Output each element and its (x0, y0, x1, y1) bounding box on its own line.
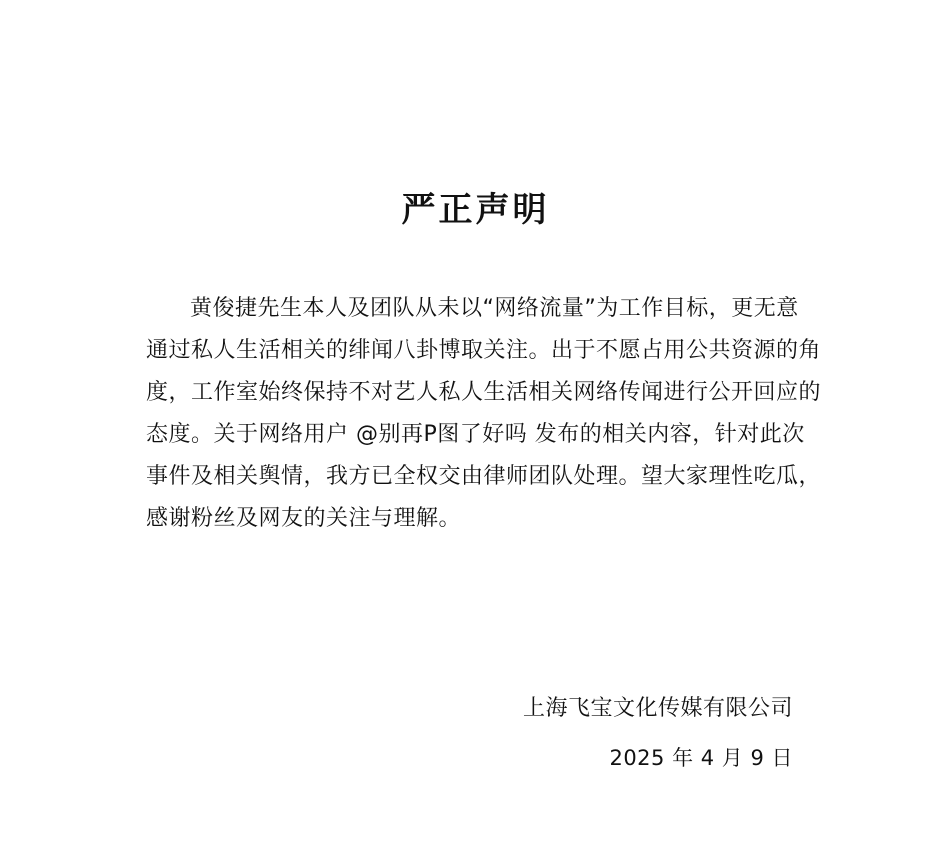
statement-body (146, 288, 826, 540)
body-line-4: 态度。关于网络用户 @别再P图了好吗 发布的相关内容，针对此次 (146, 422, 805, 447)
page-title: 严正声明 (401, 190, 550, 230)
body-line-5: 事件及相关舆情，我方已全权交由律师团队处理。望大家理性吃瓜， (146, 464, 822, 489)
signature-company: 上海飞宝文化传媒有限公司 (522, 696, 793, 721)
statement-paragraph (146, 288, 826, 540)
body-line-1: 黄俊捷先生本人及团队从未以“网络流量”为工作目标，更无意 (190, 296, 799, 321)
body-line-6: 感谢粉丝及网友的关注与理解。 (146, 506, 462, 531)
body-line-3: 度，工作室始终保持不对艺人私人生活相关网络传闻进行公开回应的 (146, 380, 822, 405)
body-line-2: 通过私人生活相关的绯闻八卦博取关注。出于不愿占用公共资源的角 (146, 338, 822, 363)
statement-date: 2025 年 4 月 9 日 (609, 746, 793, 770)
